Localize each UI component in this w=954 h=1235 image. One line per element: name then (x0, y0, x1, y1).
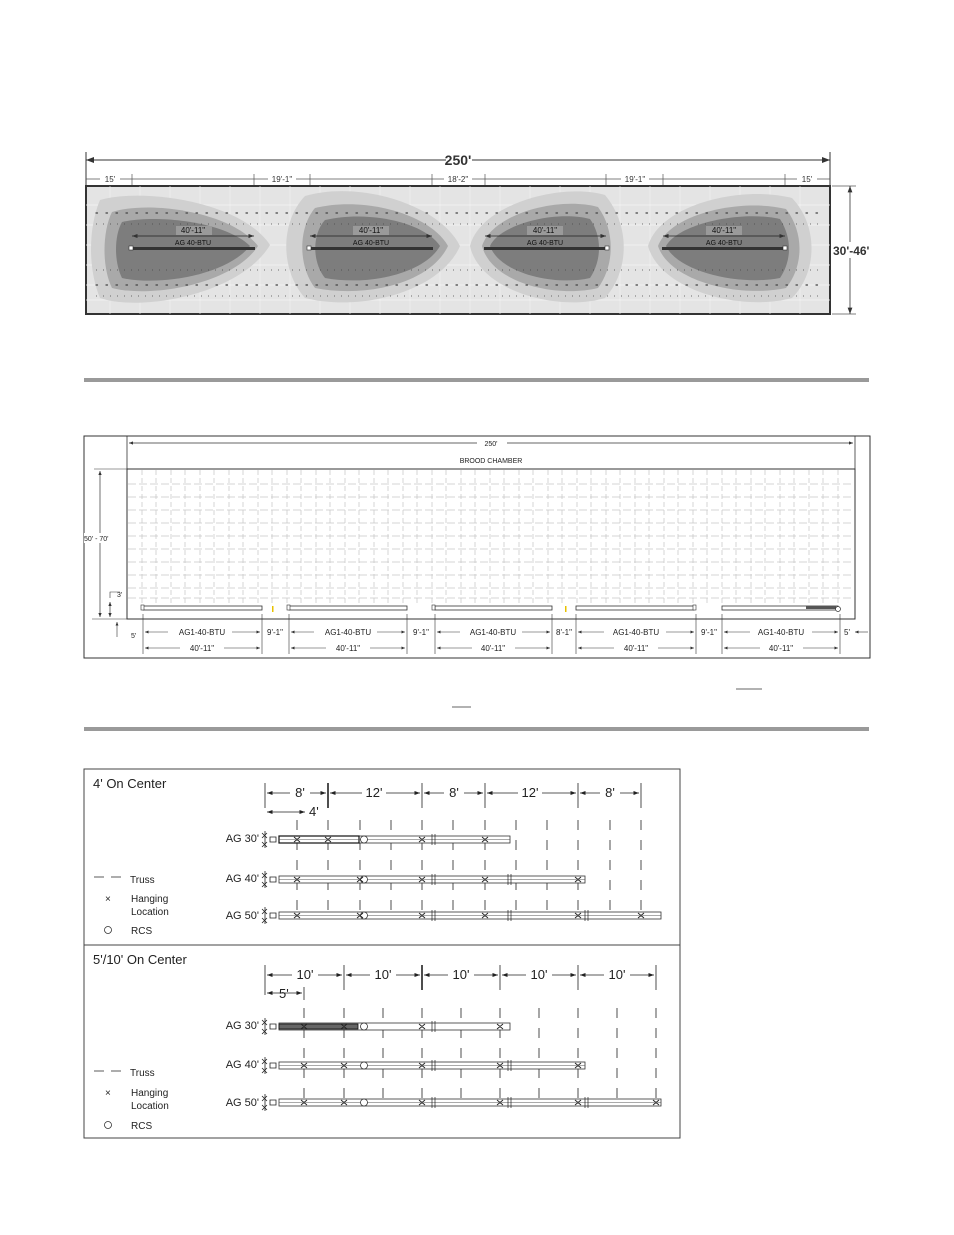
plan2-diagram (0, 430, 954, 720)
s1-row-3-label: AG 50' (225, 910, 259, 922)
plan2-gap-3: 8'-1" (556, 628, 572, 637)
s2-row-3-label: AG 50' (225, 1097, 259, 1109)
plan2-height-dim: 50' - 70' (84, 536, 109, 543)
section-divider-1 (84, 378, 869, 382)
s2-spacing-2: 10' (374, 967, 392, 982)
s2-spacing-1: 10' (296, 967, 314, 982)
s2-offset: 5' (279, 986, 289, 1001)
heater-1-length: 40'-11" (180, 226, 206, 235)
s2-row-3-heater (279, 1099, 661, 1106)
legend1-hanging-2: Location (131, 907, 169, 918)
legend2-hanging-2: Location (131, 1101, 169, 1112)
s2-row-1-heater (279, 1023, 510, 1030)
section2-title: 5'/10' On Center (93, 952, 187, 967)
legend1-truss: Truss (130, 875, 155, 886)
s1-spacing-2: 12' (365, 785, 383, 800)
plan1-diagram (0, 0, 954, 330)
legend1-hanging-icon: × (105, 894, 111, 905)
plan2-unit-1-length: 40'-11" (189, 644, 215, 653)
plan2-gap-1: 9'-1" (267, 628, 283, 637)
plan1-dim-1: 15' (104, 175, 116, 184)
s1-row-1-heater (279, 836, 510, 843)
heater-1-label: AG 40-BTU (174, 240, 212, 247)
plan2-small-dim: 3' (117, 592, 123, 599)
heater-4-length: 40'-11" (711, 226, 737, 235)
plan2-total-length: 250' (484, 441, 498, 448)
plan1-width: 30'-46' (833, 244, 870, 258)
plan2-gap-2: 9'-1" (413, 628, 429, 637)
heater-4-label: AG 40-BTU (705, 240, 743, 247)
s1-spacing-4: 12' (521, 785, 539, 800)
plan2-unit-1-label: AG1-40-BTU (178, 628, 226, 637)
legend2-hanging-1: Hanging (131, 1088, 169, 1099)
s1-spacing-3: 8' (449, 785, 459, 800)
hanging-diagram (0, 760, 954, 1210)
section-divider-2 (84, 727, 869, 731)
legend1-rcs: RCS (131, 926, 153, 937)
plan1-dim-4: 19'-1" (624, 175, 646, 184)
plan2-bottom-dim: 5' (131, 633, 137, 640)
s2-row-1-label: AG 30' (225, 1020, 259, 1032)
s1-spacing-5: 8' (605, 785, 615, 800)
s2-spacing-3: 10' (452, 967, 470, 982)
brood-chamber (127, 469, 855, 619)
heater-3-length: 40'-11" (532, 226, 558, 235)
plan2-unit-4-length: 40'-11" (623, 644, 649, 653)
heater-3-label: AG 40-BTU (526, 240, 564, 247)
section1-title: 4' On Center (93, 776, 167, 791)
s1-row-1-label: AG 30' (225, 833, 259, 845)
s2-row-2-label: AG 40' (225, 1059, 259, 1071)
plan2-unit-5-length: 40'-11" (768, 644, 794, 653)
s1-spacing-1: 8' (295, 785, 305, 800)
legend2-rcs: RCS (131, 1121, 153, 1132)
s1-offset: 4' (309, 804, 319, 819)
plan2-unit-4-label: AG1-40-BTU (612, 628, 660, 637)
plan2-gap-4: 9'-1" (701, 628, 717, 637)
plan1-dim-5: 15' (801, 175, 813, 184)
plan2-chamber-label: BROOD CHAMBER (459, 458, 523, 465)
plan2-unit-2-label: AG1-40-BTU (324, 628, 372, 637)
plan2-end-dim: 5' (844, 628, 850, 637)
plan2-unit-2-length: 40'-11" (335, 644, 361, 653)
plan1-dim-3: 18'-2" (447, 175, 469, 184)
s1-row-2-label: AG 40' (225, 873, 259, 885)
plan2-unit-3-label: AG1-40-BTU (469, 628, 517, 637)
s2-spacing-5: 10' (608, 967, 626, 982)
legend1-hanging-1: Hanging (131, 894, 169, 905)
s1-row-3-heater (279, 912, 661, 919)
plan1-total-length: 250' (444, 152, 472, 168)
plan1-dim-2: 19'-1" (271, 175, 293, 184)
heater-2-length: 40'-11" (358, 226, 384, 235)
plan2-unit-3-length: 40'-11" (480, 644, 506, 653)
heater-2-label: AG 40-BTU (352, 240, 390, 247)
plan2-unit-5-label: AG1-40-BTU (757, 628, 805, 637)
s2-spacing-4: 10' (530, 967, 548, 982)
legend2-hanging-icon: × (105, 1088, 111, 1099)
legend2-truss: Truss (130, 1068, 155, 1079)
